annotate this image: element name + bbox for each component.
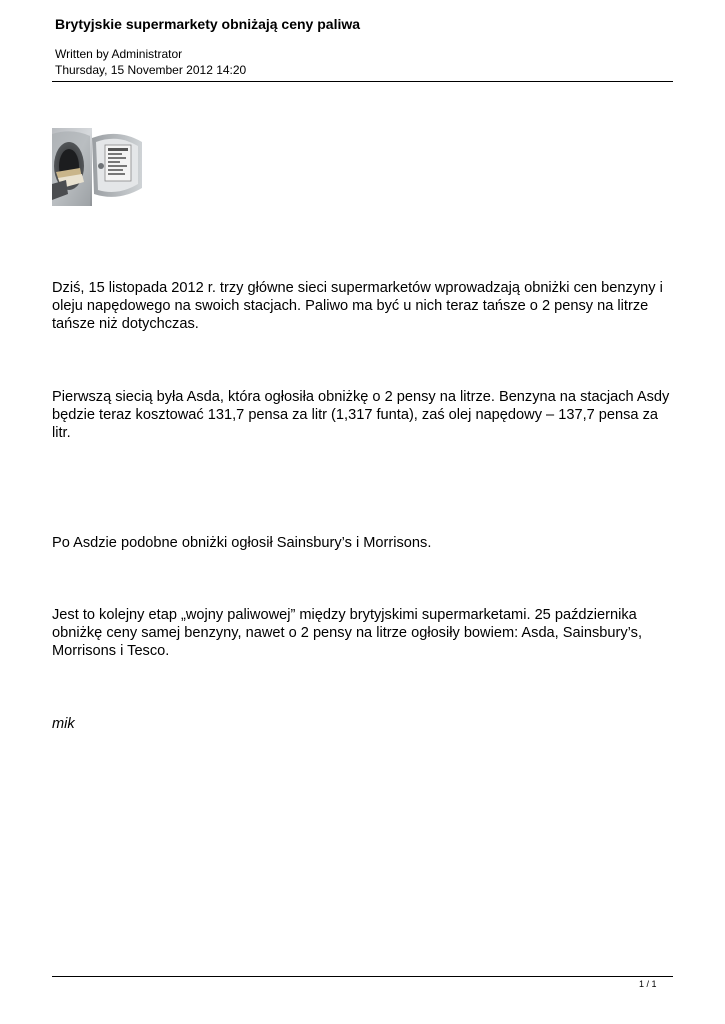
- article-paragraph: Dziś, 15 listopada 2012 r. trzy główne sieci supermarketów wprowadzają obniżki cen benzyny i oleju napędowego na swoich stacjach. Paliwo ma być u nich teraz tańsze o 2 pensy na litrze tańsze niż dotychczas.: [52, 280, 663, 332]
- page-number: 1 / 1: [639, 979, 657, 989]
- article-paragraph: Jest to kolejny etap „wojny paliwowej” między brytyjskimi supermarketami. 25 października obniżkę ceny samej benzyny, nawet o 2 pensy na litrze ogłosiły bowiem: Asda, Sainsbury’s, Morrisons i Tesco.: [52, 607, 643, 659]
- article-title: Brytyjskie supermarkety obniżają ceny paliwa: [55, 16, 361, 32]
- article-author: Written by Administrator: [55, 47, 183, 61]
- fuel-nozzle-photo: [52, 128, 143, 206]
- article-date: Thursday, 15 November 2012 14:20: [55, 63, 247, 77]
- article-paragraph: Po Asdzie podobne obniżki ogłosił Sainsbury’s i Morrisons.: [52, 535, 432, 551]
- article-signature: mik: [52, 716, 75, 732]
- footer-divider: [52, 976, 673, 977]
- article-paragraph: Pierwszą siecią była Asda, która ogłosiła obniżkę o 2 pensy na litrze. Benzyna na stacjach Asdy będzie teraz kosztować 131,7 pensa za litr (1,317 funta), zaś olej napędowy – 137,7 pensa za litr.: [52, 389, 670, 441]
- header-divider: [52, 81, 673, 82]
